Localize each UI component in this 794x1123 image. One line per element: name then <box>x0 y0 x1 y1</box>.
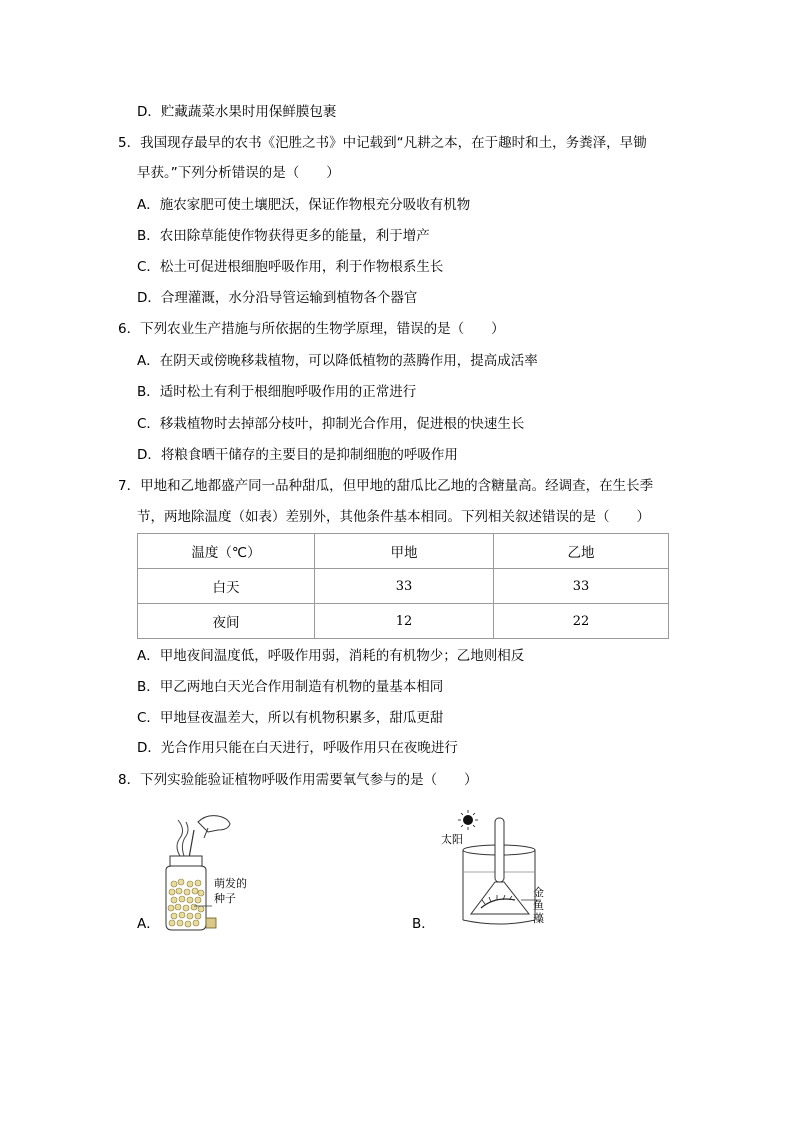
plant-label-line2: 鱼 <box>533 899 544 912</box>
seed-jar-illustration <box>150 808 260 933</box>
table-header-row <box>138 534 669 569</box>
table-cell: 夜间 <box>138 604 315 639</box>
prev-question-option-d: D．贮藏蔬菜水果时用保鲜膜包裹 <box>137 104 337 120</box>
q5-option-d[interactable]: D．合理灌溉，水分沿导管运输到植物各个器官 <box>137 290 418 306</box>
table-cell: 33 <box>494 569 669 604</box>
table-header-cell: 乙地 <box>494 534 669 569</box>
figure-b-goldfish-weed <box>425 808 555 933</box>
temperature-table <box>137 533 669 639</box>
q5-option-b[interactable]: B．农田除草能使作物获得更多的能量，利于增产 <box>137 228 430 244</box>
q5-option-c[interactable]: C．松土可促进根细胞呼吸作用，利于作物根系生长 <box>137 259 444 275</box>
table-cell: 33 <box>315 569 494 604</box>
q6-option-d[interactable]: D．将粮食晒干储存的主要目的是抑制细胞的呼吸作用 <box>137 447 458 463</box>
table-header-cell: 温度（℃） <box>138 534 315 569</box>
sun-label: 太阳 <box>441 833 463 846</box>
q7-option-a[interactable]: A．甲地夜间温度低，呼吸作用弱，消耗的有机物少；乙地则相反 <box>137 648 525 664</box>
table-cell: 白天 <box>138 569 315 604</box>
q6-stem: 6．下列农业生产措施与所依据的生物学原理，错误的是（ ） <box>118 321 505 337</box>
q8-stem: 8．下列实验能验证植物呼吸作用需要氧气参与的是（ ） <box>118 772 478 788</box>
q5-option-a[interactable]: A．施农家肥可使土壤肥沃，保证作物根充分吸收有机物 <box>137 197 471 213</box>
figure-a-caption-line2: 种子 <box>214 892 236 905</box>
q6-option-b[interactable]: B．适时松土有利于根细胞呼吸作用的正常进行 <box>137 384 417 400</box>
figure-a-caption-line1: 萌发的 <box>214 877 247 890</box>
q7-option-b[interactable]: B．甲乙两地白天光合作用制造有机物的量基本相同 <box>137 679 444 695</box>
table-cell: 22 <box>494 604 669 639</box>
q8-option-a[interactable]: A． <box>137 916 160 932</box>
q8-option-b[interactable]: B． <box>412 916 435 932</box>
q7-stem-line1: 7．甲地和乙地都盛产同一品种甜瓜，但甲地的甜瓜比乙地的含糖量高。经调查，在生长季 <box>118 478 654 494</box>
figure-a-germinating-seeds <box>150 808 260 933</box>
q7-stem-line2: 节，两地除温度（如表）差别外，其他条件基本相同。下列相关叙述错误的是（ ） <box>137 509 650 525</box>
q6-option-a[interactable]: A．在阴天或傍晚移栽植物，可以降低植物的蒸腾作用，提高成活率 <box>137 353 538 369</box>
plant-label-line3: 藻 <box>533 912 544 925</box>
table-row <box>138 604 669 639</box>
q5-stem-line2: 早获。”下列分析错误的是（ ） <box>137 165 340 181</box>
q5-stem-line1: 5．我国现存最早的农书《汜胜之书》中记载到“凡耕之本，在于趣时和土，务粪泽，早锄 <box>118 135 647 151</box>
q7-option-d[interactable]: D．光合作用只能在白天进行，呼吸作用只在夜晚进行 <box>137 740 458 756</box>
q6-option-c[interactable]: C．移栽植物时去掉部分枝叶，抑制光合作用，促进根的快速生长 <box>137 416 525 432</box>
plant-label-line1: 金 <box>533 886 544 899</box>
q7-option-c[interactable]: C．甲地昼夜温差大，所以有机物积累多，甜瓜更甜 <box>137 710 444 726</box>
table-row <box>138 569 669 604</box>
table-cell: 12 <box>315 604 494 639</box>
table-header-cell: 甲地 <box>315 534 494 569</box>
